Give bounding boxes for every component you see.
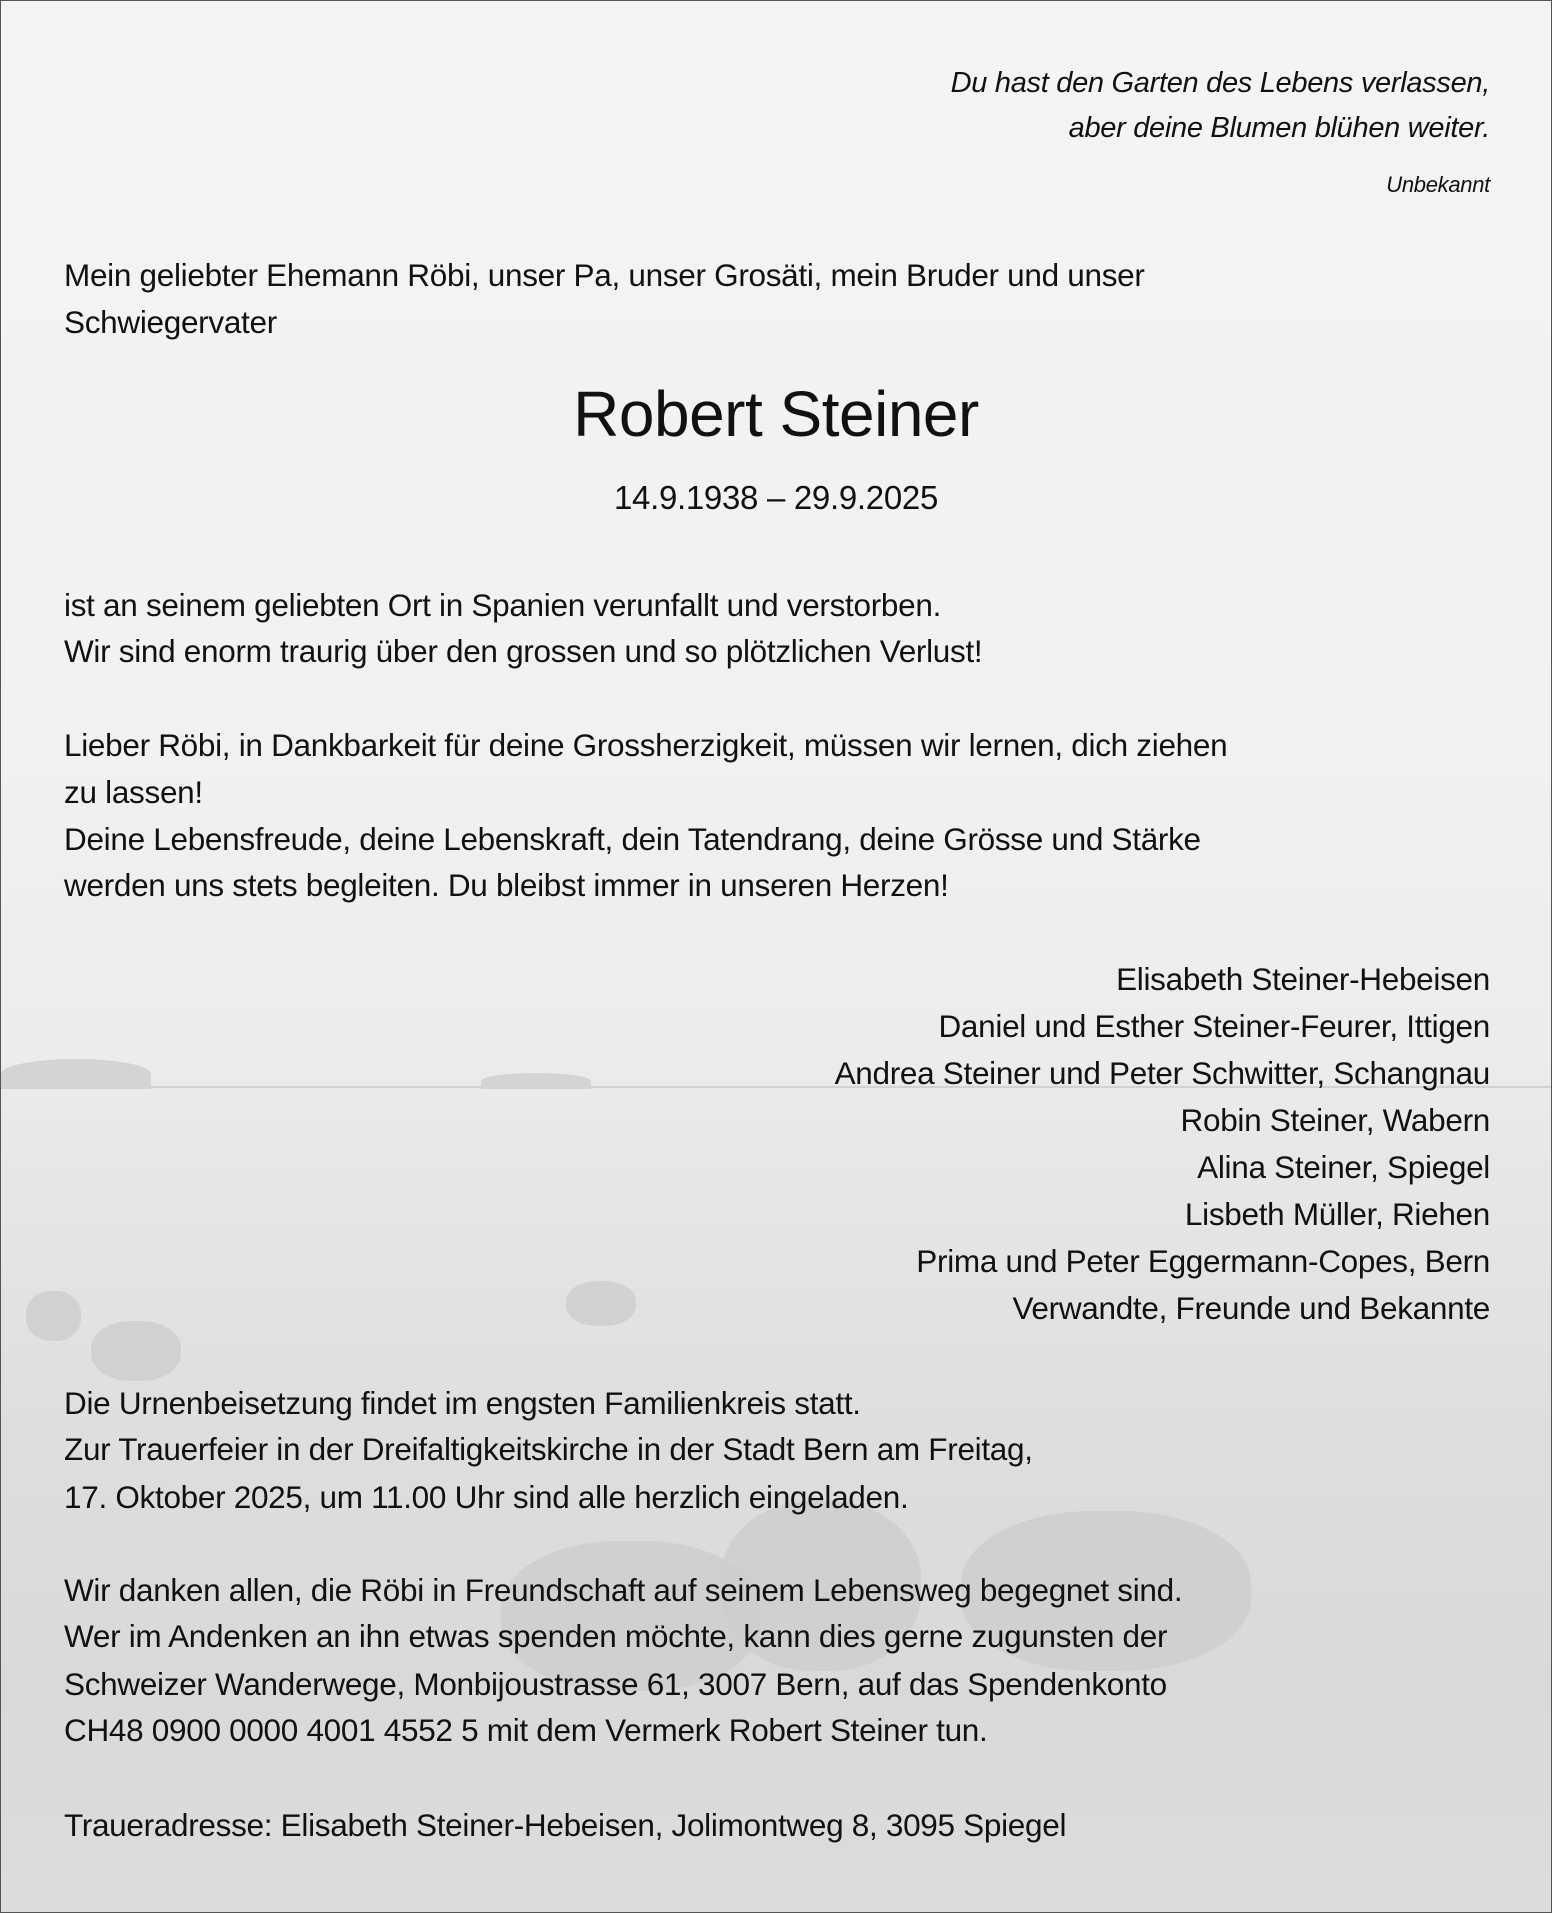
mourner: Alina Steiner, Spiegel bbox=[1197, 1149, 1490, 1185]
background-rock bbox=[26, 1291, 81, 1341]
mourner: Daniel und Esther Steiner-Feurer, Ittigen bbox=[938, 1008, 1490, 1044]
mourner: Prima und Peter Eggermann-Copes, Bern bbox=[916, 1243, 1490, 1279]
ceremony-line: 17. Oktober 2025, um 11.00 Uhr sind alle herzlich eingeladen. bbox=[64, 1479, 909, 1515]
thanks-line: Wir danken allen, die Röbi in Freundschaft auf seinem Lebensweg begegnet sind. bbox=[64, 1572, 1183, 1608]
paragraph-line: Deine Lebensfreude, deine Lebenskraft, dein Tatendrang, deine Grösse und Stärke bbox=[64, 821, 1201, 857]
intro-line: Mein geliebter Ehemann Röbi, unser Pa, unser Grosäti, mein Bruder und unser bbox=[64, 257, 1145, 293]
paragraph-line: werden uns stets begleiten. Du bleibst immer in unseren Herzen! bbox=[64, 867, 949, 903]
paragraph-line: ist an seinem geliebten Ort in Spanien verunfallt und verstorben. bbox=[64, 587, 942, 623]
deceased-name: Robert Steiner bbox=[573, 378, 979, 450]
thanks-line: Schweizer Wanderwege, Monbijoustrasse 61, 3007 Bern, auf das Spendenkonto bbox=[64, 1666, 1167, 1702]
quote-line: Du hast den Garten des Lebens verlassen, bbox=[950, 67, 1490, 99]
intro-line: Schwiegervater bbox=[64, 304, 277, 340]
thanks-line: Wer im Andenken an ihn etwas spenden möchte, kann dies gerne zugunsten der bbox=[64, 1618, 1168, 1654]
background-cliff bbox=[1, 1059, 151, 1089]
background-rock bbox=[566, 1281, 636, 1326]
life-dates: 14.9.1938 – 29.9.2025 bbox=[613, 479, 938, 516]
mourner: Andrea Steiner und Peter Schwitter, Schangnau bbox=[834, 1055, 1490, 1091]
quote-source: Unbekannt bbox=[1386, 172, 1490, 197]
paragraph-line: Wir sind enorm traurig über den grossen und so plötzlichen Verlust! bbox=[64, 633, 983, 669]
mourner: Robin Steiner, Wabern bbox=[1180, 1102, 1490, 1138]
mourner: Lisbeth Müller, Riehen bbox=[1184, 1196, 1490, 1232]
thanks-line: CH48 0900 0000 4001 4552 5 mit dem Vermerk Robert Steiner tun. bbox=[64, 1712, 988, 1748]
background-rock bbox=[91, 1321, 181, 1381]
paragraph-line: Lieber Röbi, in Dankbarkeit für deine Grossherzigkeit, müssen wir lernen, dich ziehen bbox=[64, 727, 1228, 763]
mourner: Elisabeth Steiner-Hebeisen bbox=[1116, 961, 1490, 997]
ceremony-line: Die Urnenbeisetzung findet im engsten Familienkreis statt. bbox=[64, 1385, 861, 1421]
mourning-address: Traueradresse: Elisabeth Steiner-Hebeisen, Jolimontweg 8, 3095 Spiegel bbox=[64, 1807, 1067, 1843]
mourner: Verwandte, Freunde und Bekannte bbox=[1012, 1290, 1490, 1326]
background-cliff bbox=[481, 1073, 591, 1089]
paragraph-line: zu lassen! bbox=[64, 774, 203, 810]
quote-line: aber deine Blumen blühen weiter. bbox=[1068, 112, 1490, 144]
ceremony-line: Zur Trauerfeier in der Dreifaltigkeitskirche in der Stadt Bern am Freitag, bbox=[64, 1431, 1033, 1467]
